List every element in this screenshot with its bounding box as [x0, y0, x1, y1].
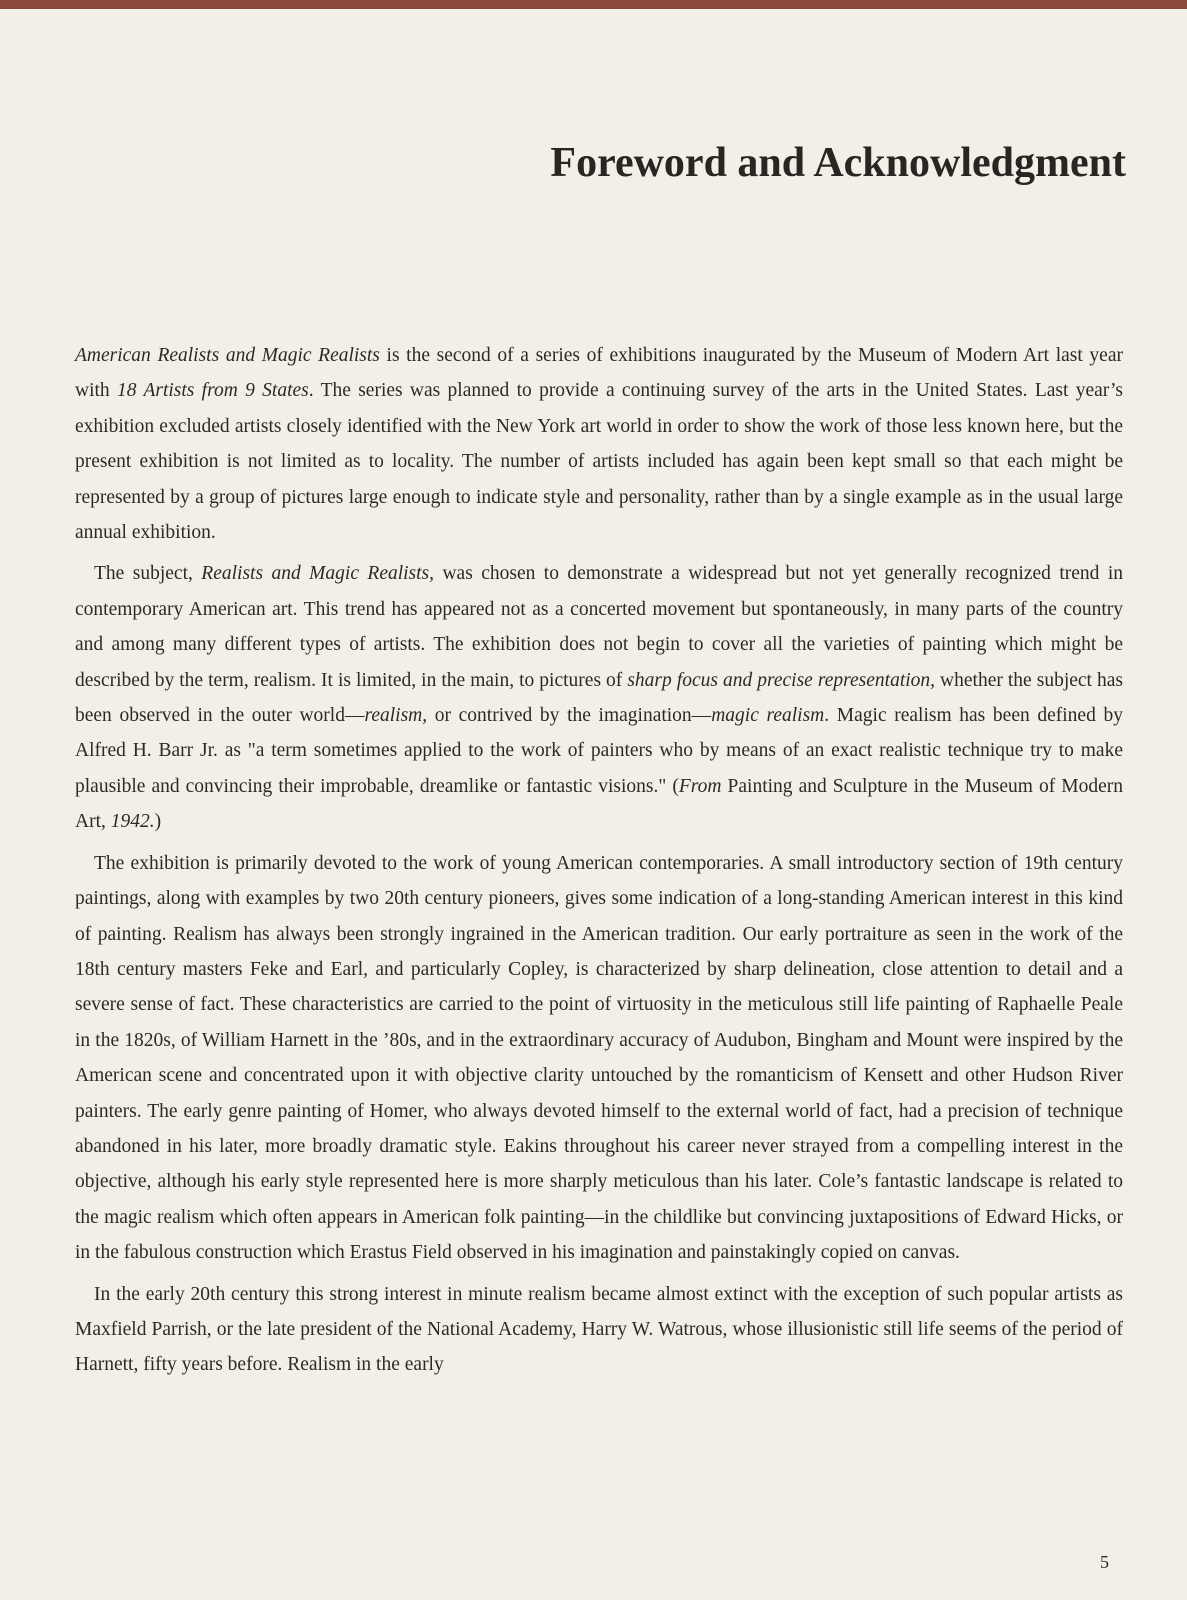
italic-run: American Realists and Magic Realists [75, 345, 380, 366]
text-run: . Magic realism has been defined by Alfred H. Barr Jr. as "a term sometimes applied to the work of painters who by means of an exact realistic technique try to make plausible and convincing their improbable, dreamlike or fantastic visions." ( [75, 705, 1123, 797]
italic-run: From [678, 775, 722, 797]
paragraph-4 [75, 1277, 1123, 1383]
paragraph-2 [75, 556, 1123, 839]
page-title: Foreword and Acknowledgment [550, 140, 1126, 186]
paragraph-3 [75, 846, 1123, 1271]
page-number: 5 [1100, 1552, 1109, 1572]
body-text [75, 338, 1123, 1389]
top-edge-band [0, 0, 1187, 9]
book-page [0, 9, 1187, 1600]
text-run: or contrived by the imagination— [427, 705, 712, 727]
text-run: The exhibition is primarily devoted to the work of young American contemporaries. A small introductory section of 19th century paintings, along with examples by two 20th century pioneers, gives some indication of a long-standing American interest in this kind of painting. Realism has always been strongly ingrained in the American tradition. Our early portraiture as seen in the work of the 18th century masters Feke and Earl, and particularly Copley, is characterized by sharp delineation, close attention to detail and a severe sense of fact. These characteristics are carried to the point of virtuosity in the meticulous still life painting of Raphaelle Peale in the 1820s, of William Harnett in the ’80s, and in the extraordinary accuracy of Audubon, Bingham and Mount were inspired by the American scene and concentrated upon it with objective clarity untouched by the romanticism of Kensett and other Hudson River painters. The early genre painting of Homer, who always devoted himself to the external world of fact, had a precision of technique abandoned in his later, more broadly dramatic style. Eakins throughout his career never strayed from a compelling interest in the objective, although his early style represented here is more sharply meticulous than his later. Cole’s fantastic landscape is related to the magic realism which often appears in American folk painting—in the childlike but convincing juxtapositions of Edward Hicks, or in the fabulous construction which Erastus Field observed in his imagination and painstakingly copied on canvas. [75, 852, 1123, 1264]
text-run: In the early 20th century this strong interest in minute realism became almost extinct with the exception of such popular artists as Maxfield Parrish, or the late president of the National Academy, Harry W. Watrous, whose illusionistic still life seems of the period of Harnett, fifty years before. Realism in the early [75, 1283, 1123, 1376]
text-run: is the second of a series of exhibitions inaugurated by the Museum of Modern Art last year with [75, 345, 1123, 402]
text-run: . The series was planned to provide a continuing survey of the arts in the United States. Last year’s exhibition excluded artists closely identified with the New York art world in order to show the work of those less known here, but the present exhibition is not limited as to locality. The number of artists included has again been kept small so that each might be represented by a group of pictures large enough to indicate style and personality, rather than by a single example as in the usual large annual exhibition. [75, 380, 1123, 544]
italic-run: sharp focus and precise representation, [627, 669, 936, 691]
paragraph-1 [75, 338, 1123, 550]
text-run: Painting and Sculpture in the Museum of Modern Art, [75, 775, 1123, 833]
text-run: was chosen to demonstrate a widespread but not yet generally recognized trend in contemporary American art. This trend has appeared not as a concerted movement but spontaneously, in many parts of the country and among many different types of artists. The exhibition does not begin to cover all the varieties of painting which might be described by the term, realism. It is limited, in the main, to pictures of [75, 563, 1123, 691]
text-run: whether the subject has been observed in the outer world— [75, 669, 1123, 727]
italic-run: 18 Artists from 9 States [116, 380, 309, 402]
italic-run: Realists and Magic Realists, [201, 563, 435, 585]
italic-run: magic realism [711, 705, 825, 727]
text-run: ) [154, 811, 162, 833]
text-run: The subject, [94, 563, 202, 585]
italic-run: realism, [364, 705, 428, 727]
italic-run: 1942. [110, 811, 155, 833]
